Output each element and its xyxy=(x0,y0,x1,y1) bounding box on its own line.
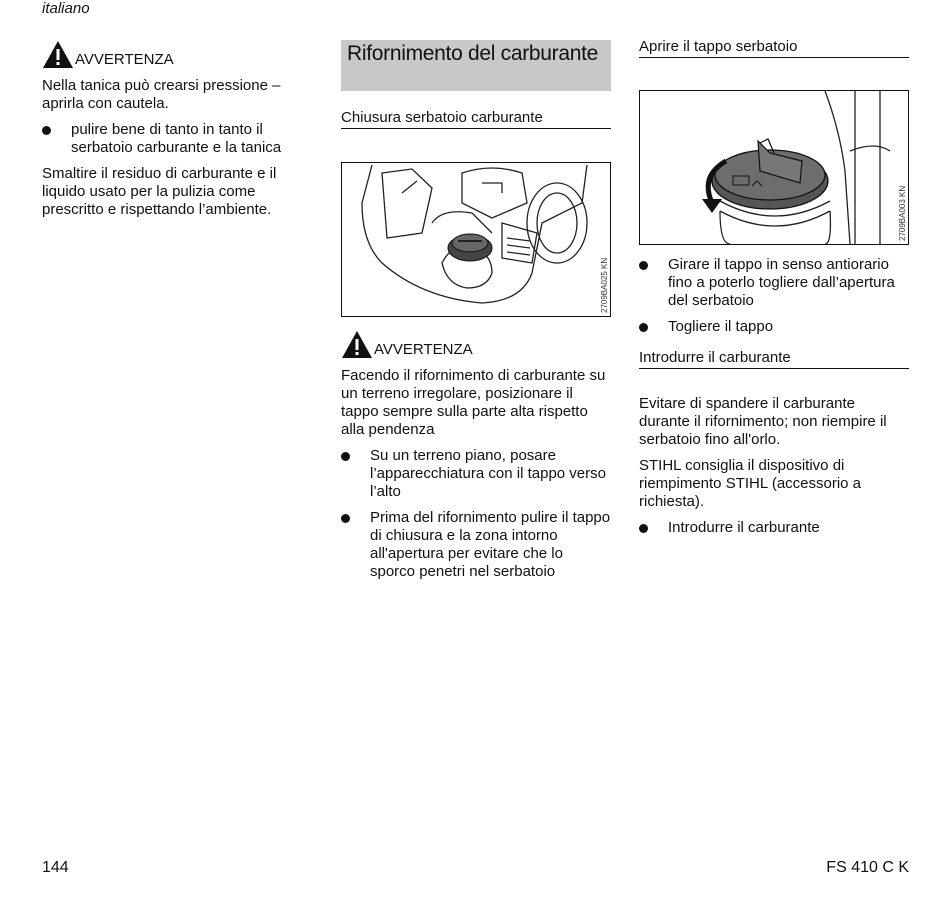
section-title: Rifornimento del carburante xyxy=(341,40,611,91)
figure-code: 2709BA025 KN xyxy=(600,257,609,313)
warning-text: Facendo il rifornimento di carburante su un terreno irregolare, posizionare il tappo sempre sulla parte alta rispetto alla pendenza xyxy=(341,367,606,438)
list-item: pulire bene di tanto in tanto il serbatoio carburante e la tanica xyxy=(42,121,294,157)
warning-title: AVVERTENZA xyxy=(374,341,473,358)
model-label: FS 410 C K xyxy=(826,859,909,876)
list-item: Su un terreno piano, posare l’apparecchiatura con il tappo verso l’alto xyxy=(341,447,611,501)
warning-title: AVVERTENZA xyxy=(75,51,174,68)
fuel-cap-closed-illustration xyxy=(341,162,611,317)
list-item: Girare il tappo in senso antiorario fino a poterlo togliere dall’apertura del serbatoio xyxy=(639,256,909,310)
subheading-fuel-cap: Chiusura serbatoio carburante xyxy=(341,109,611,129)
stihl-paragraph: STIHL consiglia il dispositivo di riempimento STIHL (accessorio a richiesta). xyxy=(639,457,862,510)
bullet-icon xyxy=(639,261,648,270)
bullet-icon xyxy=(639,524,648,533)
list-item: Prima del rifornimento pulire il tappo di chiusura e la zona intorno all'apertura per evitare che lo sporco penetri nel serbatoio xyxy=(341,509,611,581)
fuel-cap-drawing xyxy=(640,91,908,244)
bullet-icon xyxy=(639,323,648,332)
subheading-open-cap: Aprire il tappo serbatoio xyxy=(639,38,909,58)
fuel-cap-open-illustration xyxy=(639,90,909,245)
page-number: 144 xyxy=(42,859,69,876)
language-label: italiano xyxy=(42,0,90,17)
warning-text: Nella tanica può crearsi pressione – aprirla con cautela. xyxy=(42,77,281,112)
bullet-list xyxy=(639,256,909,336)
disposal-paragraph: Smaltire il residuo di carburante e il liquido usato per la pulizia come prescritto e rispettando l’ambiente. xyxy=(42,165,277,218)
figure-code: 2709BA003 KN xyxy=(898,185,907,241)
bullet-list xyxy=(341,447,611,581)
warning-heading xyxy=(42,40,294,69)
list-item: Togliere il tappo xyxy=(639,318,909,336)
bullet-icon xyxy=(341,514,350,523)
fuel-tank-drawing xyxy=(342,163,610,316)
middle-column xyxy=(341,40,611,129)
bullet-icon xyxy=(341,452,350,461)
warning-triangle-icon xyxy=(341,330,373,359)
warning-heading xyxy=(341,330,611,359)
middle-column-lower xyxy=(341,330,611,589)
subheading-add-fuel: Introdurre il carburante xyxy=(639,349,909,369)
left-column xyxy=(42,40,294,227)
spill-paragraph: Evitare di spandere il carburante durante il rifornimento; non riempire il serbatoio fino all'orlo. xyxy=(639,395,887,448)
bullet-icon xyxy=(42,126,51,135)
bullet-list xyxy=(639,519,909,537)
right-column xyxy=(639,38,909,58)
list-item: Introdurre il carburante xyxy=(639,519,909,537)
warning-triangle-icon xyxy=(42,40,74,69)
right-column-lower xyxy=(639,256,909,545)
bullet-list xyxy=(42,121,294,157)
